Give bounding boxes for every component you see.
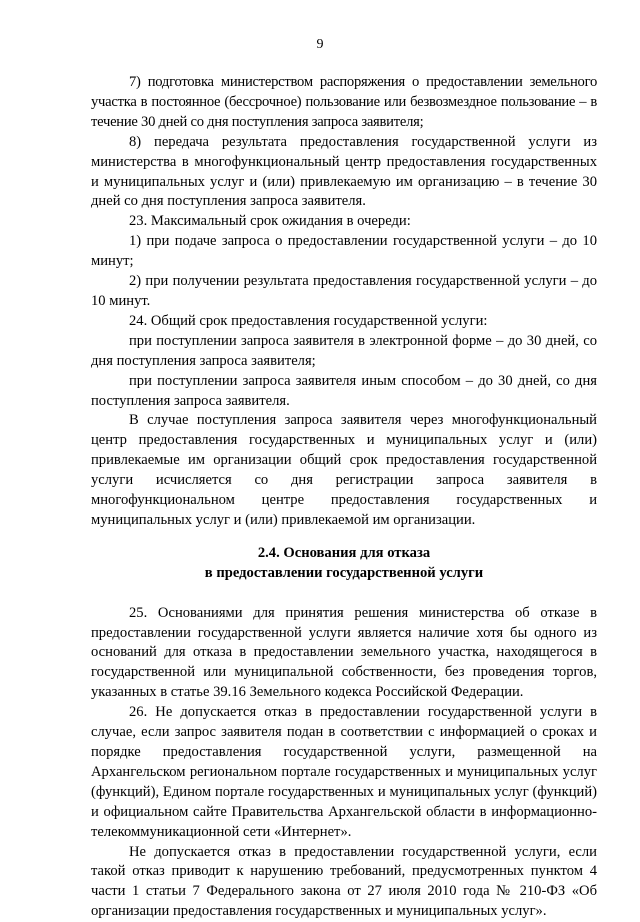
paragraph-25: 25. Основаниями для принятия решения министерства об отказе в предоставлении государственной услуги является наличие хотя бы одного из оснований для отказа в предоставлении земельного участка, находящегося в государственной или муниципальной собственности, без проведения торгов, указанных в статье 39.16 Земельного кодекса Российской Федерации. xyxy=(91,604,597,701)
paragraph-24: 24. Общий срок предоставления государственной услуги: xyxy=(129,312,488,329)
paragraph-24-other: при поступлении запроса заявителя иным способом – до 30 дней, со дня поступления запроса заявителя. xyxy=(91,372,597,409)
paragraph-26: 26. Не допускается отказ в предоставлении государственной услуги в случае, если запрос заявителя подан в соответствии с информацией о сроках и порядке предоставления государственной услуги, размещенной на Архангельском региональном портале государственных и муниципальных услуг (функций), Едином портале государственных и муниципальных услуг (функций) и официальном сайте Правительства Архангельской области в информационно-телекоммуникационной сети «Интернет». xyxy=(91,704,597,840)
section-heading xyxy=(91,544,597,584)
section-heading-line-2: в предоставлении государственной услуги xyxy=(204,564,484,581)
paragraph-24-electronic: при поступлении запроса заявителя в электронной форме – до 30 дней, со дня поступления запроса заявителя; xyxy=(91,332,597,369)
paragraph-23: 23. Максимальный срок ожидания в очереди: xyxy=(129,213,411,230)
section-heading-line-1: 2.4. Основания для отказа xyxy=(257,544,431,561)
paragraph-item-7: 7) подготовка министерством распоряжения о предоставлении земельного участка в постоянное (бессрочное) пользование или безвозмездное пользование – в течение 30 дней со дня поступления запроса заявителя; xyxy=(91,74,597,130)
document-body xyxy=(91,73,597,922)
paragraph-23-item-1: 1) при подаче запроса о предоставлении государственной услуги – до 10 минут; xyxy=(91,233,597,270)
paragraph-26-continued: Не допускается отказ в предоставлении государственной услуги, если такой отказ приводит к нарушению требований, предусмотренных пунктом 4 части 1 статьи 7 Федерального закона от 27 июля 2010 года № 210-ФЗ «Об организации предоставления государственных и муниципальных услуг». xyxy=(91,843,597,920)
page-number: 9 xyxy=(316,37,324,52)
paragraph-24-mfc: В случае поступления запроса заявителя через многофункциональный центр предоставления государственных и муниципальных услуг и (или) привлекаемые им организации общий срок предоставления государственной услуги исчисляется со дня регистрации запроса заявителя в многофункциональном центре предоставления государственных и муниципальных услуг и (или) привлекаемой им организации. xyxy=(91,412,597,528)
paragraph-23-item-2: 2) при получении результата предоставления государственной услуги – до 10 минут. xyxy=(91,273,597,309)
paragraph-item-8: 8) передача результата предоставления государственной услуги из министерства в многофункциональный центр предоставления государственных и муниципальных услуг и (или) привлекаемую им организацию – в течение 30 дней со дня поступления запроса заявителя. xyxy=(91,133,597,210)
